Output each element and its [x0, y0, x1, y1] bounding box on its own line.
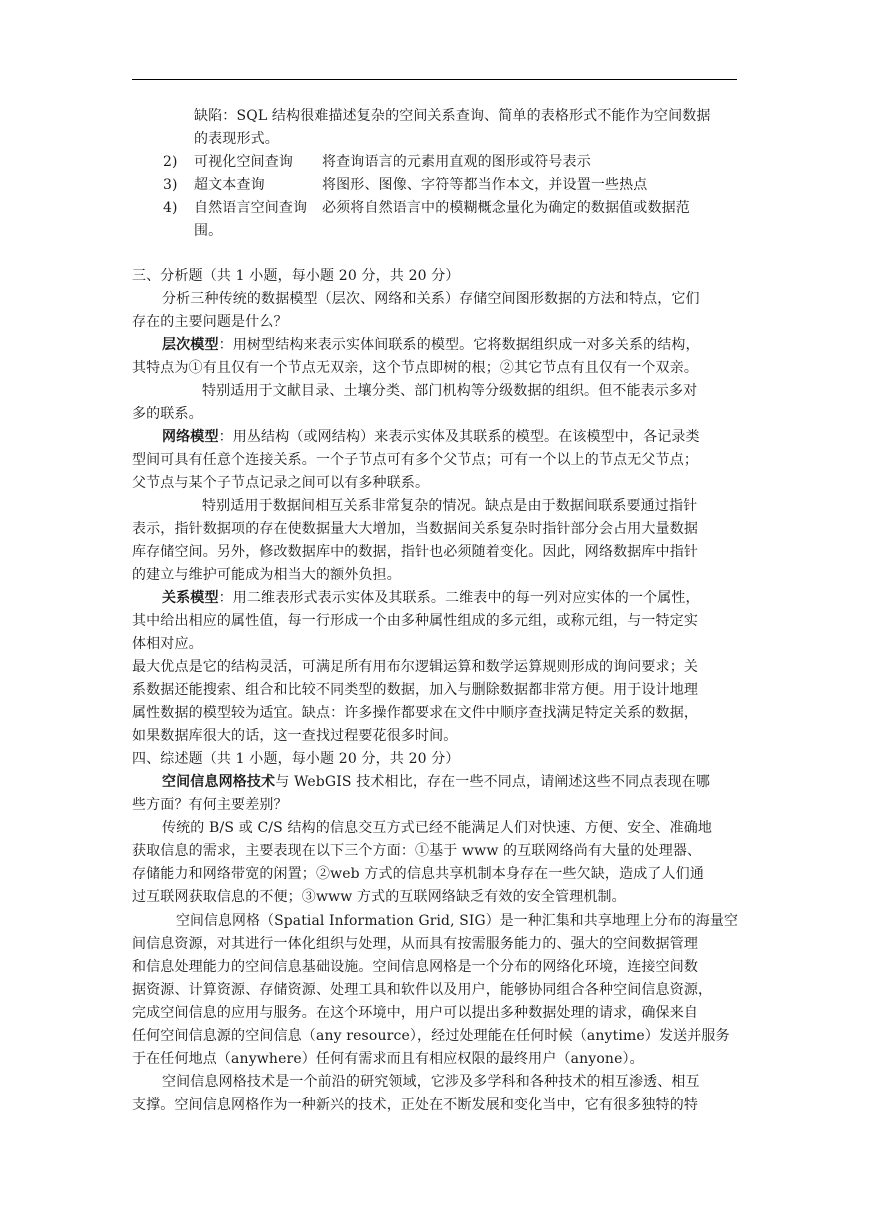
network-text-1: ：用丛结构（或网结构）来表示实体及其联系的模型。在该模型中，各记录类	[218, 429, 700, 445]
header-rule	[132, 79, 737, 80]
sec4-p1-line-2: 获取信息的需求，主要表现在以下三个方面：①基于 www 的互联网络尚有大量的处理器、	[132, 843, 702, 859]
list-item4-cont: 围。	[194, 223, 223, 239]
relational-line-2: 其中给出相应的属性值，每一行形成一个由多种属性组成的多元组，或称元组，与一特定实	[132, 613, 698, 629]
network-line-4: 特别适用于数据间相互关系非常复杂的情况。缺点是由于数据间联系要通过指针	[202, 498, 698, 514]
sec4-p2-line-4: 据资源、计算资源、存储资源、处理工具和软件以及用户，能够协同组合各种空间信息资源，	[132, 982, 713, 998]
section-3-heading: 三、分析题（共 1 小题，每小题 20 分，共 20 分）	[132, 268, 460, 284]
sec4-p2-line-5: 完成空间信息的应用与服务。在这个环境中，用户可以提出多种数据处理的请求，确保来自	[132, 1005, 698, 1021]
sec4-p1-line-4: 过互联网获取信息的不便；③www 方式的互联网络缺乏有效的安全管理机制。	[132, 889, 626, 905]
sec4-p2-line-6: 任何空间信息源的空间信息（any resource），经过处理能在任何时候（anytime）发送并服务	[132, 1028, 730, 1044]
relational-para-1	[162, 590, 700, 606]
network-line-5: 表示，指针数据项的存在使数据量大大增加，当数据间关系复杂时指针部分会占用大量数据	[132, 521, 698, 537]
list-num-3: 3)	[163, 177, 178, 193]
sec4-p2-line-7: 于在任何地点（anywhere）任何有需求而且有相应权限的最终用户（anyone）。	[132, 1051, 644, 1067]
sec4-p1-line-3: 存储能力和网络带宽的闲置；②web 方式的信息共享机制本身存在一些欠缺，造成了人们通	[132, 866, 704, 882]
sec4-question-text-1: 与 WebGIS 技术相比，存在一些不同点，请阐述这些不同点表现在哪	[275, 774, 711, 790]
network-line-7: 的建立与维护可能成为相当大的额外负担。	[132, 567, 401, 583]
sec3-question-1: 分析三种传统的数据模型（层次、网络和关系）存储空间图形数据的方法和特点，它们	[162, 291, 700, 307]
sec4-p3-line-2: 支撑。空间信息网格作为一种新兴的技术，正处在不断发展和变化当中，它有很多独特的特	[132, 1097, 698, 1113]
list-num-4: 4)	[163, 200, 178, 216]
relational-line-4: 最大优点是它的结构灵活，可满足所有用布尔逻辑运算和数学运算规则形成的询问要求；关	[132, 659, 698, 675]
sec4-question-2: 些方面？有何主要差别？	[132, 797, 288, 813]
list-desc-4: 必须将自然语言中的模糊概念量化为确定的数据值或数据范	[322, 200, 690, 216]
network-line-6: 库存储空间。另外，修改数据库中的数据，指针也必须随着变化。因此，网络数据库中指针	[132, 544, 698, 560]
list-num-2: 2)	[163, 154, 178, 170]
list-term-2: 可视化空间查询	[194, 154, 294, 170]
section-4-heading: 四、综述题（共 1 小题，每小题 20 分，共 20 分）	[132, 751, 460, 767]
network-line-2: 型间可具有任意个连接关系。一个子节点可有多个父节点；可有一个以上的节点无父节点；	[132, 452, 698, 468]
sec4-question-label: 空间信息网格技术	[162, 774, 276, 790]
relational-line-5: 系数据还能搜索、组合和比较不同类型的数据，加入与删除数据都非常方便。用于设计地理	[132, 682, 698, 698]
hierarchy-line-4: 多的联系。	[132, 406, 203, 422]
list-term-4: 自然语言空间查询	[194, 200, 308, 216]
network-line-3: 父节点与某个子节点记录之间可以有多种联系。	[132, 475, 430, 491]
network-label: 网络模型	[162, 429, 219, 445]
hierarchy-para-1	[162, 337, 700, 353]
network-para-1	[162, 429, 700, 445]
hierarchy-label: 层次模型	[162, 337, 219, 353]
relational-line-6: 属性数据的模型较为适宜。缺点：许多操作都要求在文件中顺序查找满足特定关系的数据，	[132, 705, 698, 721]
sec4-p1-line-1: 传统的 B/S 或 C/S 结构的信息交互方式已经不能满足人们对快速、方便、安全、准确地	[162, 820, 713, 836]
deficiency-line-1: 缺陷：SQL 结构很难描述复杂的空间关系查询、简单的表格形式不能作为空间数据	[194, 108, 711, 124]
list-term-3: 超文本查询	[194, 177, 265, 193]
sec4-p3-line-1: 空间信息网格技术是一个前沿的研究领域，它涉及多学科和各种技术的相互渗透、相互	[162, 1074, 700, 1090]
relational-label: 关系模型	[162, 590, 219, 606]
sec4-p2-line-1: 空间信息网格（Spatial Information Grid, SIG）是一种汇集和共享地理上分布的海量空	[176, 913, 738, 929]
list-desc-3: 将图形、图像、字符等都当作本文，并设置一些热点	[322, 177, 648, 193]
list-desc-2: 将查询语言的元素用直观的图形或符号表示	[322, 154, 591, 170]
hierarchy-line-3: 特别适用于文献目录、土壤分类、部门机构等分级数据的组织。但不能表示多对	[202, 383, 698, 399]
relational-line-3: 体相对应。	[132, 636, 203, 652]
hierarchy-text-1: ：用树型结构来表示实体间联系的模型。它将数据组织成一对多关系的结构，	[218, 337, 700, 353]
deficiency-line-2: 的表现形式。	[194, 131, 279, 147]
sec4-p2-line-2: 间信息资源，对其进行一体化组织与处理，从而具有按需服务能力的、强大的空间数据管理	[132, 936, 698, 952]
hierarchy-line-2: 其特点为①有且仅有一个节点无双亲，这个节点即树的根；②其它节点有且仅有一个双亲。	[132, 360, 698, 376]
sec4-question-1	[162, 774, 710, 790]
sec3-question-2: 存在的主要问题是什么？	[132, 314, 288, 330]
sec4-p2-line-3: 和信息处理能力的空间信息基础设施。空间信息网格是一个分布的网络化环境，连接空间数	[132, 959, 698, 975]
relational-text-1: ：用二维表形式表示实体及其联系。二维表中的每一列对应实体的一个属性，	[218, 590, 700, 606]
relational-line-7: 如果数据库很大的话，这一查找过程要花很多时间。	[132, 728, 458, 744]
